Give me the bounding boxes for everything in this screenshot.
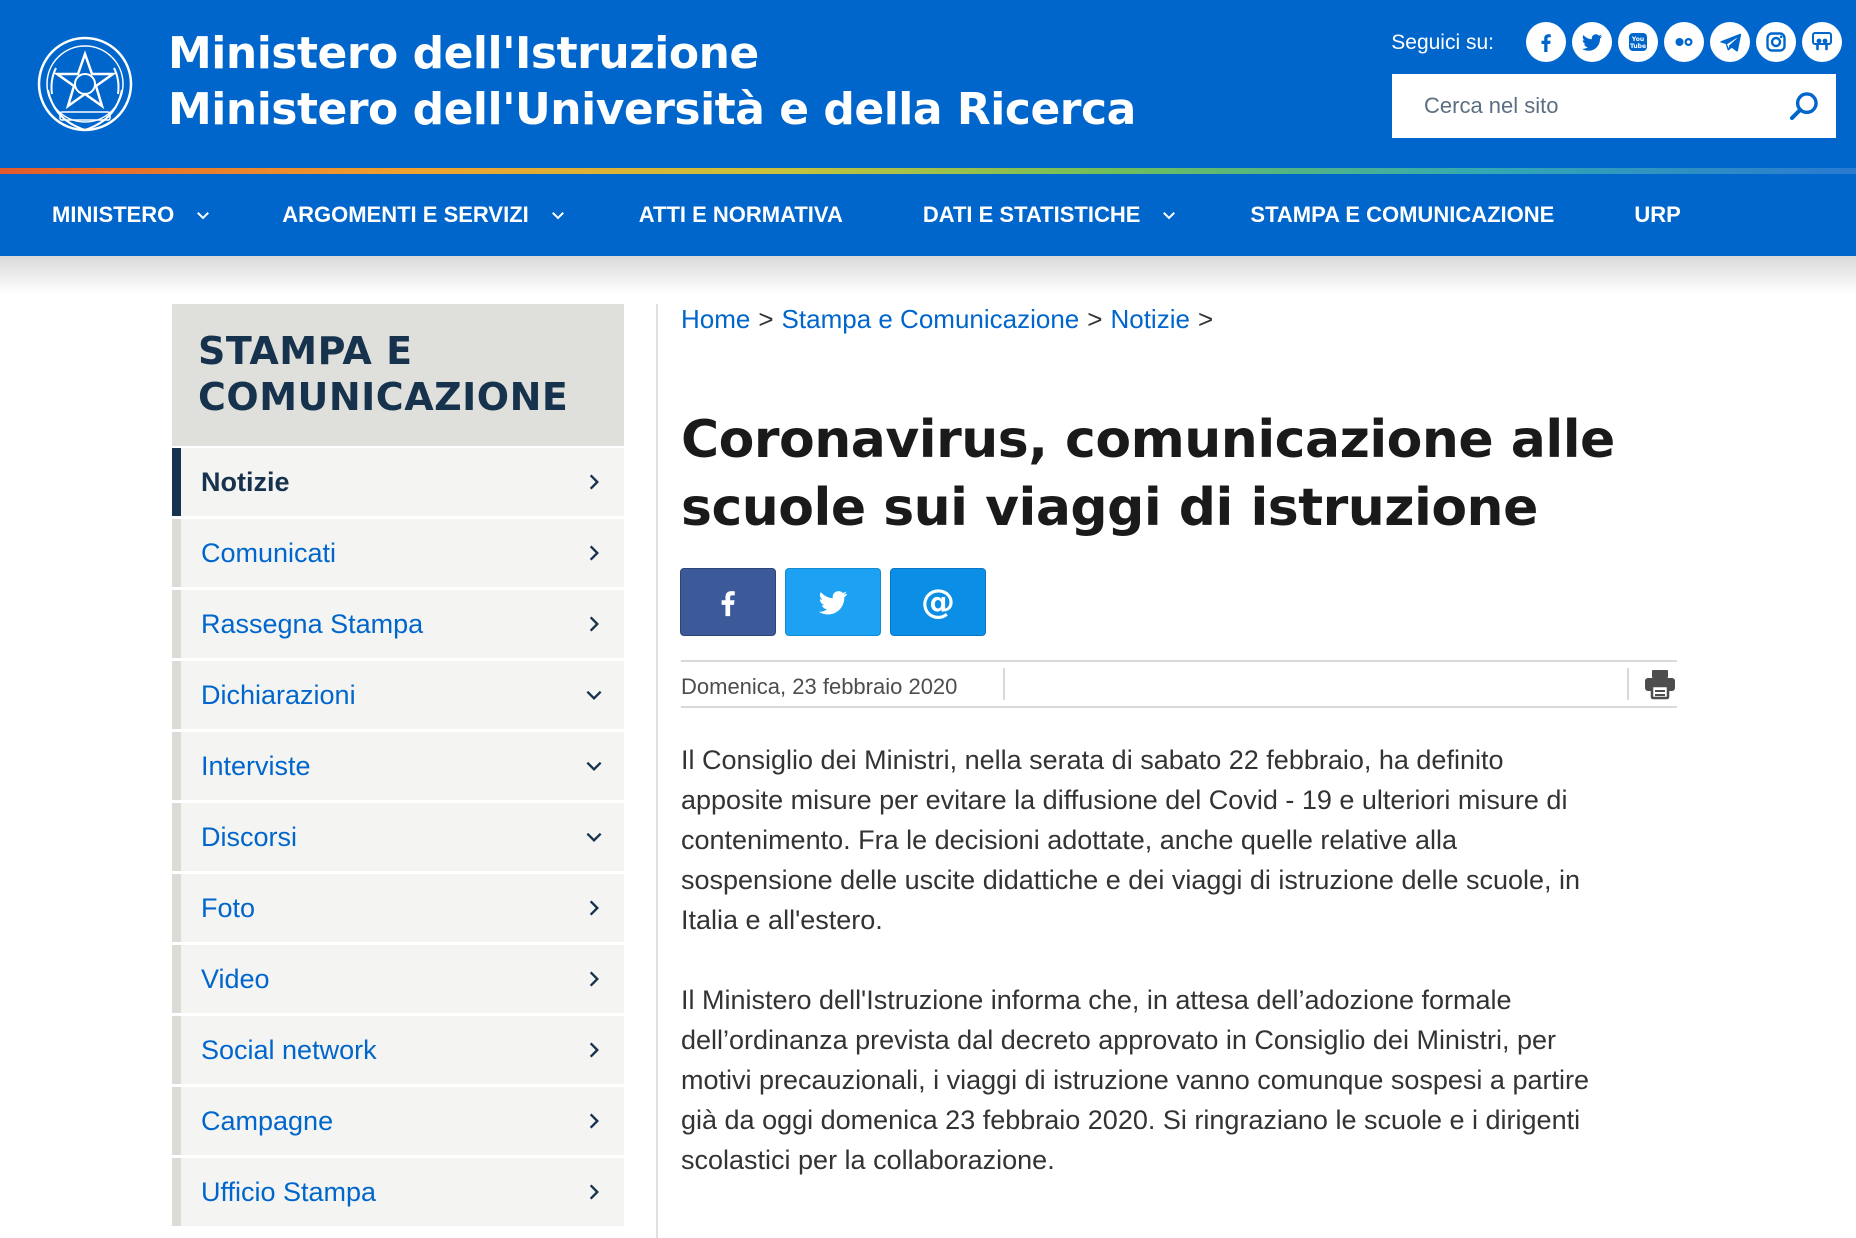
search-input[interactable] (1392, 74, 1772, 138)
sidebar-item-label: Ufficio Stampa (201, 1176, 377, 1207)
share-facebook-button[interactable] (680, 568, 776, 636)
main-navigation (0, 174, 1856, 256)
breadcrumb-section-link[interactable]: Stampa e Comunicazione (781, 304, 1080, 334)
article-title: Coronavirus, comunicazione alle scuole sui viaggi di istruzione (681, 410, 1615, 538)
site-title-line-2[interactable]: Ministero dell'Università e della Ricerca (168, 84, 1136, 135)
sidebar-item-label: Campagne (201, 1105, 334, 1136)
sidebar-item-ufficio-stampa[interactable] (172, 1158, 624, 1226)
chevron-down-icon (584, 827, 604, 847)
sidebar-item-discorsi[interactable] (172, 803, 624, 871)
nav-item-argomenti-e-servizi[interactable] (282, 174, 567, 256)
nav-item-urp[interactable] (1634, 174, 1680, 256)
breadcrumb-separator: > (1197, 304, 1214, 334)
chevron-right-icon (584, 898, 604, 918)
facebook-icon[interactable] (1526, 22, 1566, 62)
email-icon: @ (921, 582, 955, 622)
breadcrumb-separator: > (758, 304, 774, 334)
breadcrumb-home-link[interactable]: Home (681, 304, 751, 334)
nav-item-label: DATI E STATISTICHE (922, 202, 1141, 227)
nav-item-ministero[interactable] (52, 174, 212, 256)
facebook-icon (711, 585, 745, 619)
article-paragraph: Il Consiglio dei Ministri, nella serata di sabato 22 febbraio, ha definito apposite misure per evitare la diffusione del Covid - 19 e ulteriori misure di contenimento. Fra le decisioni adottate, anche quelle relative alla sospensione delle uscite didattiche e dei viaggi di istruzione delle scuole, in Italia e all'estero. (681, 745, 1581, 935)
nav-item-label: ARGOMENTI E SERVIZI (282, 202, 529, 227)
sidebar-item-label: Video (201, 963, 270, 994)
social-links (1526, 22, 1842, 62)
sidebar-item-label: Discorsi (201, 821, 298, 852)
sidebar-item-video[interactable] (172, 945, 624, 1013)
chevron-right-icon (584, 1111, 604, 1131)
sidebar-item-campagne[interactable] (172, 1087, 624, 1155)
sidebar-item-comunicati[interactable] (172, 519, 624, 587)
sidebar-item-notizie[interactable] (172, 448, 624, 516)
sidebar-item-label: Social network (201, 1034, 377, 1065)
site-header (0, 0, 1856, 168)
nav-item-label: STAMPA E COMUNICAZIONE (1250, 202, 1555, 227)
republic-emblem-icon[interactable] (34, 28, 136, 140)
breadcrumb (681, 304, 1221, 335)
share-email-button[interactable] (890, 568, 986, 636)
youtube-icon[interactable] (1618, 22, 1658, 62)
nav-item-label: URP (1634, 202, 1681, 227)
chevron-right-icon (584, 1040, 604, 1060)
print-icon[interactable] (1643, 668, 1677, 700)
nav-item-dati-e-statistiche[interactable] (923, 174, 1179, 256)
site-title-line-1[interactable]: Ministero dell'Istruzione (168, 28, 759, 79)
share-buttons (680, 568, 986, 636)
breadcrumb-separator: > (1087, 304, 1103, 334)
twitter-icon[interactable] (1572, 22, 1612, 62)
article-body (681, 740, 1611, 1220)
search-box (1392, 74, 1836, 138)
article-paragraph: Il Ministero dell'Istruzione informa che, in attesa dell’adozione formale dell’ordinanza prevista dal decreto approvato in Consiglio dei Ministri, per motivi precauzionali, i viaggi di istruzione vanno comunque sospesi a partire già da oggi domenica 23 febbraio 2020. Si ringraziano le scuole e i dirigenti scolastici per la collaborazione. (681, 985, 1589, 1175)
sidebar-item-social-network[interactable] (172, 1016, 624, 1084)
sidebar-item-label: Rassegna Stampa (201, 608, 424, 639)
flickr-icon[interactable] (1664, 22, 1704, 62)
share-twitter-button[interactable] (785, 568, 881, 636)
search-icon[interactable] (1772, 74, 1836, 138)
chevron-right-icon (584, 614, 604, 634)
twitter-icon (816, 585, 850, 619)
instagram-icon[interactable] (1756, 22, 1796, 62)
chevron-down-icon (584, 756, 604, 776)
sidebar-item-label: Interviste (201, 750, 311, 781)
site-title[interactable] (168, 26, 1136, 138)
sidebar-item-foto[interactable] (172, 874, 624, 942)
article-meta-bar (681, 660, 1677, 708)
nav-item-atti-e-normativa[interactable] (639, 174, 843, 256)
sidebar-title: STAMPA E COMUNICAZIONE (198, 329, 569, 419)
sidebar-item-label: Foto (201, 892, 256, 923)
chevron-down-icon (194, 206, 212, 224)
chevron-right-icon (584, 969, 604, 989)
sidebar-item-rassegna-stampa[interactable] (172, 590, 624, 658)
meta-divider (1627, 668, 1629, 700)
chevron-down-icon (584, 685, 604, 705)
sidebar-item-label: Comunicati (201, 537, 337, 568)
chevron-down-icon (1160, 206, 1178, 224)
chevron-right-icon (584, 472, 604, 492)
nav-item-label: MINISTERO (52, 202, 175, 227)
slideshare-icon[interactable] (1802, 22, 1842, 62)
svg-text:Tube: Tube (1629, 43, 1647, 50)
sidebar-item-dichiarazioni[interactable] (172, 661, 624, 729)
content-divider (656, 304, 658, 1238)
nav-shadow (0, 256, 1856, 294)
sidebar-item-label: Dichiarazioni (201, 679, 356, 710)
sidebar-header (172, 304, 624, 446)
meta-divider (1003, 668, 1005, 700)
sidebar-menu (172, 448, 624, 1229)
breadcrumb-page-link[interactable]: Notizie (1110, 304, 1190, 334)
sidebar-item-label: Notizie (201, 466, 290, 497)
nav-item-stampa-e-comunicazione[interactable] (1250, 174, 1554, 256)
nav-item-label: ATTI E NORMATIVA (638, 202, 843, 227)
follow-us-label: Seguici su: (1391, 31, 1494, 54)
telegram-icon[interactable] (1710, 22, 1750, 62)
chevron-right-icon (584, 1182, 604, 1202)
svg-text:You: You (1631, 36, 1645, 43)
chevron-right-icon (584, 543, 604, 563)
article-date: Domenica, 23 febbraio 2020 (681, 674, 958, 699)
chevron-down-icon (549, 206, 567, 224)
sidebar-item-interviste[interactable] (172, 732, 624, 800)
